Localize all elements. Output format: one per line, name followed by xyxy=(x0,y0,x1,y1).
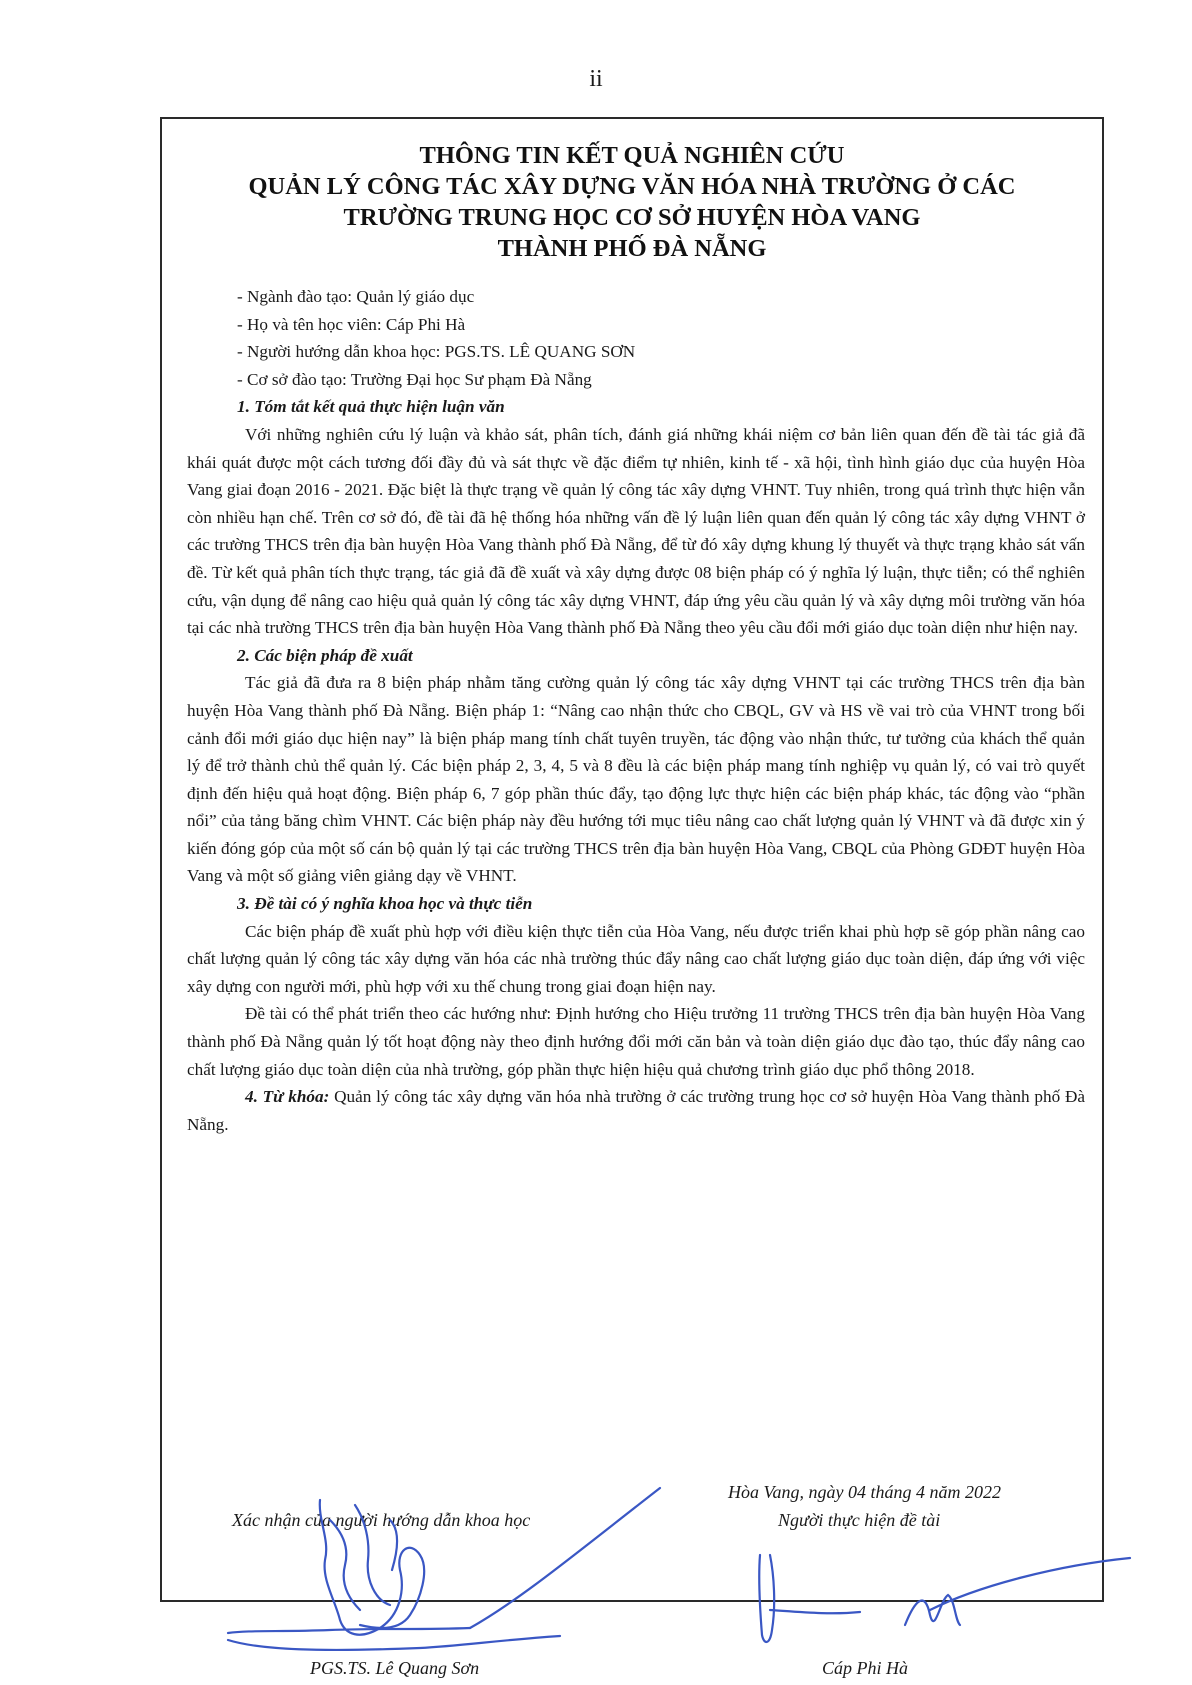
section-3-heading: 3. Đề tài có ý nghĩa khoa học và thực tiễn xyxy=(237,894,533,914)
meta-major: - Ngành đào tạo: Quản lý giáo dục xyxy=(237,287,475,306)
document-body xyxy=(187,283,1085,1138)
keywords-text: Quản lý công tác xây dựng văn hóa nhà trường ở các trường trung học cơ sở huyện Hòa Vang thành phố Đà Nẵng. xyxy=(187,1087,1085,1134)
title-line-2: QUẢN LÝ CÔNG TÁC XÂY DỰNG VĂN HÓA NHÀ TRƯỜNG Ở CÁC xyxy=(248,173,1016,200)
section-2-text: Tác giả đã đưa ra 8 biện pháp nhằm tăng cường quản lý công tác xây dựng VHNT tại các trường THCS trên địa bàn huyện Hòa Vang thành phố Đà Nẵng. Biện pháp 1: “Nâng cao nhận thức cho CBQL, GV và HS về vai trò của VHNT trong bối cảnh đổi mới giáo dục hiện nay” là biện pháp mang tính chất tuyên truyền, tác động vào nhận thức, tư tưởng của khách thể quản lý để trở thành chủ thể quản lý. Các biện pháp 2, 3, 4, 5 và 8 đều là các biện pháp mang tính nghiệp vụ quản lý, có vai trò quyết định đến hiệu quả hoạt động. Biện pháp 6, 7 góp phần thúc đẩy, tạo động lực thực hiện các biện pháp khác, tác động vào “phần nổi” của tảng băng chìm VHNT. Các biện pháp này đều hướng tới mục tiêu nâng cao chất lượng quản lý VHNT và đã được xin ý kiến đóng góp của một số cán bộ quản lý tại các trường THCS trên địa bàn huyện Hòa Vang, CBQL của Phòng GDĐT huyện Hòa Vang và một số giảng viên giảng dạy về VHNT. xyxy=(187,673,1085,886)
section-2-heading: 2. Các biện pháp đề xuất xyxy=(237,645,413,665)
section-3-text-1: Các biện pháp đề xuất phù hợp với điều kiện thực tiễn của Hòa Vang, nếu được triển khai phù hợp sẽ góp phần nâng cao chất lượng quản lý công tác xây dựng văn hóa các nhà trường thúc đẩy nâng cao chất lượng giáo dục toàn diện, đáp ứng với việc xây dựng con người mới, phù hợp với xu thế chung trong giai đoạn hiện nay. xyxy=(187,921,1085,996)
author-name: Cáp Phi Hà xyxy=(822,1658,909,1678)
section-3-text-2: Đề tài có thể phát triển theo các hướng như: Định hướng cho Hiệu trưởng 11 trường THCS trên địa bàn huyện Hòa Vang thành phố Đà Nẵng quản lý tốt hoạt động này theo định hướng đổi mới căn bản và toàn diện giáo dục đào tạo, thúc đẩy nâng cao chất lượng giáo dục toàn diện của nhà trường, góp phần thực hiện hiệu quả chương trình giáo dục phổ thông 2018. xyxy=(187,1004,1085,1079)
meta-institution: - Cơ sở đào tạo: Trường Đại học Sư phạm Đà Nẵng xyxy=(237,369,592,389)
meta-advisor: - Người hướng dẫn khoa học: PGS.TS. LÊ QUANG SƠN xyxy=(237,342,636,362)
advisor-name: PGS.TS. Lê Quang Sơn xyxy=(310,1658,480,1678)
advisor-confirmation-label: Xác nhận của người hướng dẫn khoa học xyxy=(232,1510,531,1530)
section-1-text: Với những nghiên cứu lý luận và khảo sát, phân tích, đánh giá những khái niệm cơ bản liên quan đến đề tài tác giả đã khái quát được một cách tương đối đầy đủ và sát thực về đặc điểm tự nhiên, kinh tế - xã hội, tình hình giáo dục của huyện Hòa Vang giai đoạn 2016 - 2021. Đặc biệt là thực trạng về quản lý công tác xây dựng VHNT. Tuy nhiên, trong quá trình thực hiện vẫn còn nhiều hạn chế. Trên cơ sở đó, đề tài đã hệ thống hóa những vấn đề lý luận liên quan đến quản lý công tác xây dựng VHNT ở các trường THCS trên địa bàn huyện Hòa Vang thành phố Đà Nẵng, để từ đó xây dựng khung lý thuyết và thực trạng khảo sát vấn đề. Từ kết quả phân tích thực trạng, tác giả đã đề xuất và xây dựng được 08 biện pháp có ý nghĩa lý luận, thực tiễn; có thể nghiên cứu, vận dụng để nâng cao hiệu quả quản lý công tác xây dựng VHNT, đáp ứng yêu cầu quản lý và xây dựng môi trường văn hóa tại các nhà trường THCS trên địa bàn huyện Hòa Vang thành phố Đà Nẵng theo yêu cầu đổi mới giáo dục toàn diện như hiện nay. xyxy=(187,424,1085,638)
author-label: Người thực hiện đề tài xyxy=(778,1510,941,1530)
document-title xyxy=(160,140,1104,264)
title-line-3: TRƯỜNG TRUNG HỌC CƠ SỞ HUYỆN HÒA VANG xyxy=(343,204,921,231)
title-line-4: THÀNH PHỐ ĐÀ NẴNG xyxy=(497,235,767,262)
section-1-heading: 1. Tóm tắt kết quả thực hiện luận văn xyxy=(237,397,505,417)
meta-student: - Họ và tên học viên: Cáp Phi Hà xyxy=(237,314,466,334)
section-4-keywords xyxy=(187,1083,1085,1138)
signature-date: Hòa Vang, ngày 04 tháng 4 năm 2022 xyxy=(728,1482,1001,1502)
page-number: ii xyxy=(589,66,603,92)
title-line-1: THÔNG TIN KẾT QUẢ NGHIÊN CỨU xyxy=(419,142,845,169)
keywords-label: 4. Từ khóa: xyxy=(245,1087,330,1107)
